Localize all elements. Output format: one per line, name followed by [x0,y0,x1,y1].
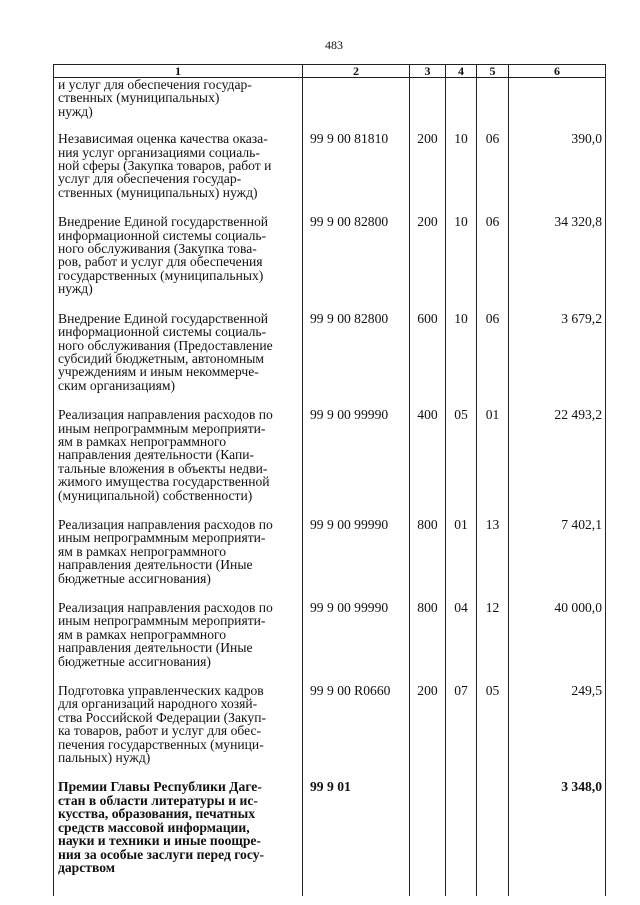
expense-name-line: ния услуг организациями социаль- [58,144,260,160]
subsection-cell [477,780,509,896]
table-row [54,780,606,896]
expense-name-cell [54,780,303,896]
section-cell: 05 [446,408,477,518]
target-article-code-cell: 99 9 00 81810 [303,132,410,215]
expense-name-cell [54,684,303,780]
expense-name-line: Внедрение Единой государственной [58,311,269,326]
expense-name-line: информационной системы социаль- [58,324,267,340]
expense-name-line: тальные вложения в объекты недви- [58,460,268,476]
expense-name-line: Внедрение Единой государственной [58,215,269,230]
column-header: 3 [410,65,446,78]
expense-name-line: пальных) нужд) [58,750,151,766]
subsection-cell [477,78,509,133]
expense-name-cell [54,78,303,133]
table-row [54,312,606,408]
section-cell: 07 [446,684,477,780]
subsection-cell: 01 [477,408,509,518]
expense-name-line: ям в рамках непрограммного [58,433,227,449]
subsection-cell: 05 [477,684,509,780]
expense-name-line: бюджетные ассигнования) [58,570,211,586]
column-header: 5 [477,65,509,78]
expense-name-line: ям в рамках непрограммного [58,543,227,559]
expense-name-line: Реализация направления расходов по [58,601,273,615]
expense-name-line: кусства, образования, печатных [58,806,256,822]
subsection-cell: 06 [477,132,509,215]
table-row [54,601,606,684]
expense-name-line: нужд) [58,281,93,297]
expense-name-line: Реализация направления расходов по [58,408,273,423]
table-row [54,518,606,601]
amount-cell: 390,0 [509,132,606,215]
expense-type-cell: 200 [410,215,446,311]
subsection-cell: 06 [477,215,509,311]
section-cell: 10 [446,132,477,215]
table-row [54,78,606,133]
section-cell [446,780,477,896]
amount-cell: 40 000,0 [509,601,606,684]
table-row [54,408,606,518]
expense-name-line: направления деятельности (Капи- [58,447,255,463]
expense-name-line: направления деятельности (Иные [58,557,253,573]
amount-cell: 3 348,0 [509,780,606,896]
expense-name-cell [54,408,303,518]
expense-name-line: ственных (муниципальных) [58,90,220,106]
expense-name-line: жимого имущества государственной [58,474,270,490]
expense-type-cell [410,780,446,896]
expense-name-cell [54,215,303,311]
subsection-cell: 13 [477,518,509,601]
amount-cell: 34 320,8 [509,215,606,311]
column-header: 6 [509,65,606,78]
target-article-code-cell [303,78,410,133]
expense-name-line: ка товаров, работ и услуг для обес- [58,723,262,739]
expense-type-cell: 600 [410,312,446,408]
expense-name-line: и услуг для обеспечения государ- [58,77,252,92]
amount-cell: 3 679,2 [509,312,606,408]
expense-name-cell [54,132,303,215]
expense-name-line: государственных (муниципальных) [58,267,264,283]
section-cell: 01 [446,518,477,601]
expense-name-line: дарством [58,859,115,875]
expense-name-line: ям в рамках непрограммного [58,626,227,642]
expense-name-line: бюджетные ассигнования) [58,653,211,669]
section-cell [446,78,477,133]
expense-name-line: ским организациям) [58,377,176,393]
expense-name-line: информационной системы социаль- [58,227,267,243]
expense-name-line: науки и техники и иные поощре- [58,833,261,849]
amount-cell: 7 402,1 [509,518,606,601]
expense-name-line: иным непрограммным мероприяти- [58,530,266,546]
table-header-row [54,65,606,78]
section-cell: 04 [446,601,477,684]
expense-name-line: ров, работ и услуг для обеспечения [58,254,263,270]
subsection-cell: 06 [477,312,509,408]
expense-name-line: ного обслуживания (Закупка това- [58,241,257,257]
expense-type-cell: 200 [410,132,446,215]
table-row [54,132,606,215]
table-row [54,684,606,780]
target-article-code-cell: 99 9 00 99990 [303,518,410,601]
section-cell: 10 [446,215,477,311]
subsection-cell: 12 [477,601,509,684]
expense-name-cell [54,312,303,408]
expense-name-line: стан в области литературы и ис- [58,792,258,808]
target-article-code-cell: 99 9 00 R0660 [303,684,410,780]
table-body [54,78,606,897]
expense-name-line: для организаций народного хозяй- [58,696,258,712]
expense-name-line: субсидий бюджетным, автономным [58,350,264,366]
column-header: 2 [303,65,410,78]
expense-name-line: иным непрограммным мероприяти- [58,613,266,629]
expense-name-line: иным непрограммным мероприяти- [58,420,266,436]
expense-name-line: печения государственных (муници- [58,736,264,752]
expense-type-cell [410,78,446,133]
page-number: 483 [325,38,343,52]
expense-name-cell [54,601,303,684]
expense-name-cell [54,518,303,601]
expense-name-line: учреждениям и иным некоммерче- [58,364,259,380]
target-article-code-cell: 99 9 01 [303,780,410,896]
expense-name-line: услуг для обеспечения государ- [58,171,242,187]
expense-name-line: ной сферы (Закупка товаров, работ и [58,158,272,174]
expense-name-line: средств массовой информации, [58,819,250,835]
expense-name-line: ственных (муниципальных) нужд) [58,184,258,200]
table-row [54,215,606,311]
target-article-code-cell: 99 9 00 82800 [303,312,410,408]
expense-name-line: Премии Главы Республики Даге- [58,780,262,795]
amount-cell: 249,5 [509,684,606,780]
target-article-code-cell: 99 9 00 99990 [303,601,410,684]
expense-name-line: нужд) [58,103,93,119]
expense-name-line: (муниципальной) собственности) [58,487,253,503]
column-header: 4 [446,65,477,78]
expense-type-cell: 400 [410,408,446,518]
expense-type-cell: 200 [410,684,446,780]
amount-cell [509,78,606,133]
section-cell: 10 [446,312,477,408]
expense-type-cell: 800 [410,518,446,601]
expense-name-line: ства Российской Федерации (Закуп- [58,709,267,725]
budget-table [53,64,606,896]
expense-name-line: направления деятельности (Иные [58,640,253,656]
target-article-code-cell: 99 9 00 82800 [303,215,410,311]
expense-name-line: Реализация направления расходов по [58,517,273,532]
expense-type-cell: 800 [410,601,446,684]
expense-name-line: ния за особые заслуги перед госу- [58,846,265,862]
amount-cell: 22 493,2 [509,408,606,518]
expense-name-line: Независимая оценка качества оказа- [58,132,268,147]
expense-name-line: Подготовка управленческих кадров [58,684,264,699]
column-header: 1 [54,65,303,78]
target-article-code-cell: 99 9 00 99990 [303,408,410,518]
expense-name-line: ного обслуживания (Предоставление [58,337,273,353]
